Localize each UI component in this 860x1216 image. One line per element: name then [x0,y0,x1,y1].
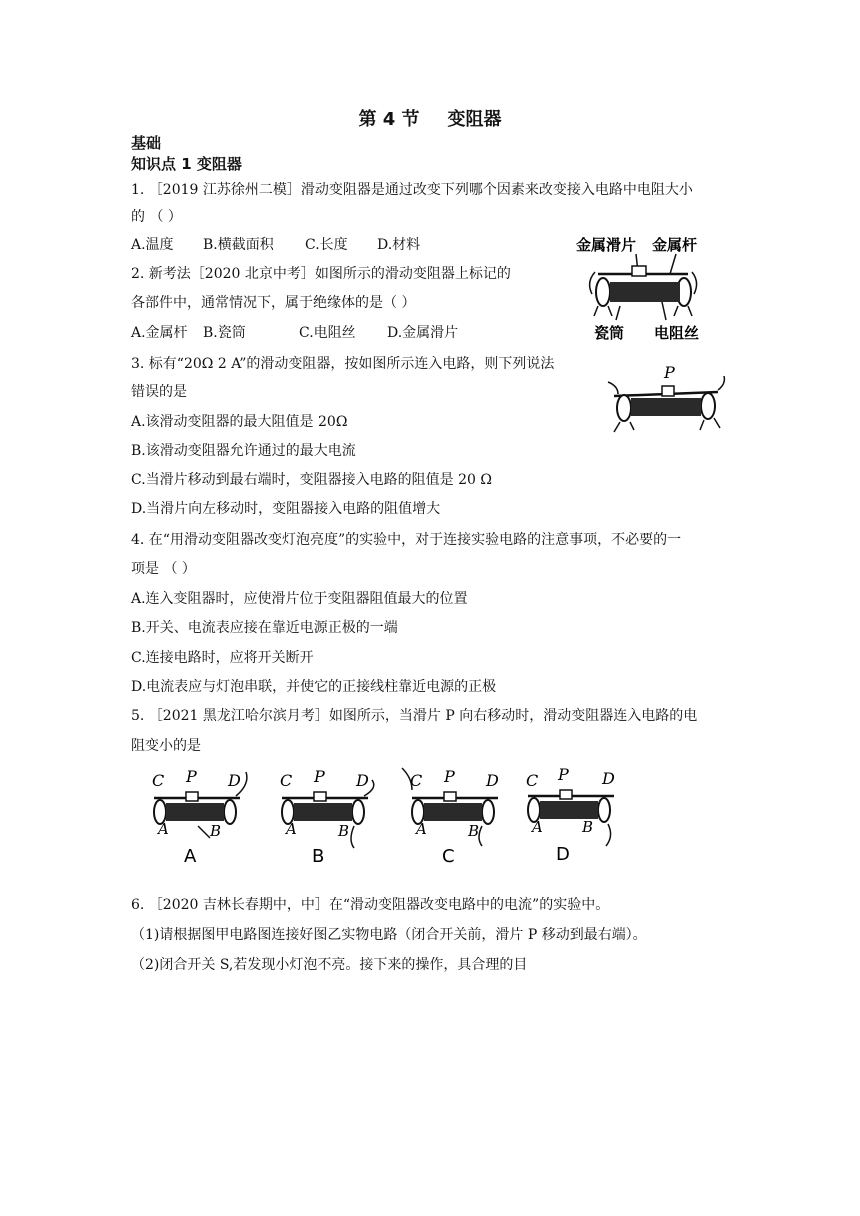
q2-option-c: C.电阻丝 [299,325,356,341]
q1-option-b: B.横截面积 [203,237,274,253]
figure-letter: D [556,844,570,865]
category-heading: 基础 [131,134,162,152]
q6-stem-line1: 6. ［2020 吉林长春期中，中］在“滑动变阻器改变电路中的电流”的实验中。 [131,897,610,913]
figure-letter: C [442,846,455,867]
q4-option-c: C.连接电路时，应将开关断开 [131,650,314,666]
q5-stem-line2: 阻变小的是 [131,738,201,754]
q1-stem-line1: 1. ［2019 江苏徐州二模］滑动变阻器是通过改变下列哪个因素来改变接入电路中电阻大小 [131,182,693,198]
slider-p: P [186,767,197,786]
slider-p: P [314,767,325,786]
terminal-d: D [228,771,241,790]
q1-options [131,235,420,255]
q2-stem-line2: 各部件中，通常情况下，属于绝缘体的是（ ） [131,295,416,311]
terminal-c: C [280,771,293,790]
q2-option-a: A.金属杆 [131,325,188,341]
label-p: P [664,363,675,382]
section-number: 第 4 节 [358,109,420,130]
q2-options [131,323,458,343]
terminal-b: B [582,818,594,836]
slider-p: P [558,765,569,784]
q6-stem-line3: （2)闭合开关 S,若发现小灯泡不亮。接下来的操作，具合理的目 [131,957,528,973]
q3-stem-line2: 错误的是 [131,384,187,400]
q3-option-c: C.当滑片移动到最右端时，变阻器接入电路的阻值是 20 Ω [131,472,492,488]
q2-option-d: D.金属滑片 [387,325,459,341]
q4-option-a: A.连入变阻器时，应使滑片位于变阻器阻值最大的位置 [131,591,468,607]
q1-stem-line2: 的 （ ） [131,209,182,225]
terminal-d: D [486,771,499,790]
q3-option-d: D.当滑片向左移动时，变阻器接入电路的阻值增大 [131,501,441,517]
q4-option-d: D.电流表应与灯泡串联，并使它的正接线柱靠近电源的正极 [131,679,497,695]
terminal-d: D [602,769,615,788]
q1-option-c: C.长度 [305,237,348,253]
terminal-c: C [410,771,423,790]
label-slider: 金属滑片 [576,236,637,254]
terminal-d: D [356,771,369,790]
terminal-a: A [158,820,169,838]
knowledge-point-heading: 知识点 1 变阻器 [131,155,242,173]
terminal-c: C [526,771,539,790]
terminal-b: B [338,822,350,840]
terminal-a: A [286,820,297,838]
q3-option-b: B.该滑动变阻器允许通过的最大电流 [131,443,356,459]
figure-letter: A [184,846,197,867]
q5-figure-a [140,764,250,868]
q4-stem-line2: 项是 （ ） [131,561,196,577]
figure-letter: B [312,846,325,867]
q2-stem-line1: 2. 新考法［2020 北京中考］如图所示的滑动变阻器上标记的 [131,266,511,282]
terminal-b: B [210,822,222,840]
section-name: 变阻器 [447,109,502,130]
q2-option-b: B.瓷筒 [203,325,246,341]
q5-stem-line1: 5. ［2021 黑龙江哈尔滨月考］如图所示，当滑片 P 向右移动时，滑动变阻器连入电路的电 [131,708,698,724]
label-wire: 电阻丝 [654,324,700,342]
q3-rheostat-figure [600,360,730,440]
label-tube: 瓷筒 [594,324,625,342]
q4-option-b: B.开关、电流表应接在靠近电源正极的一端 [131,620,398,636]
page-title [0,105,860,131]
q6-stem-line2: （1)请根据图甲电路图连接好图乙实物电路（闭合开关前，滑片 P 移动到最右端）。 [131,927,647,943]
q1-option-a: A.温度 [131,237,174,253]
q5-figure-b [268,764,378,868]
q4-stem-line1: 4. 在“用滑动变阻器改变灯泡亮度”的实验中，对于连接实验电路的注意事项，不必要的一 [131,532,682,548]
q1-option-d: D.材料 [377,237,421,253]
terminal-a: A [532,818,543,836]
q5-figure-d [518,764,628,868]
q3-stem-line1: 3. 标有“20Ω 2 A”的滑动变阻器，按如图所示连入电路，则下列说法 [131,356,555,372]
terminal-c: C [152,771,165,790]
label-rod: 金属杆 [652,236,698,254]
terminal-a: A [416,820,427,838]
terminal-b: B [468,822,480,840]
q3-option-a: A.该滑动变阻器的最大阻值是 20Ω [131,414,348,430]
q5-figure-c [398,764,508,868]
q2-rheostat-figure [570,232,720,344]
slider-p: P [444,767,455,786]
